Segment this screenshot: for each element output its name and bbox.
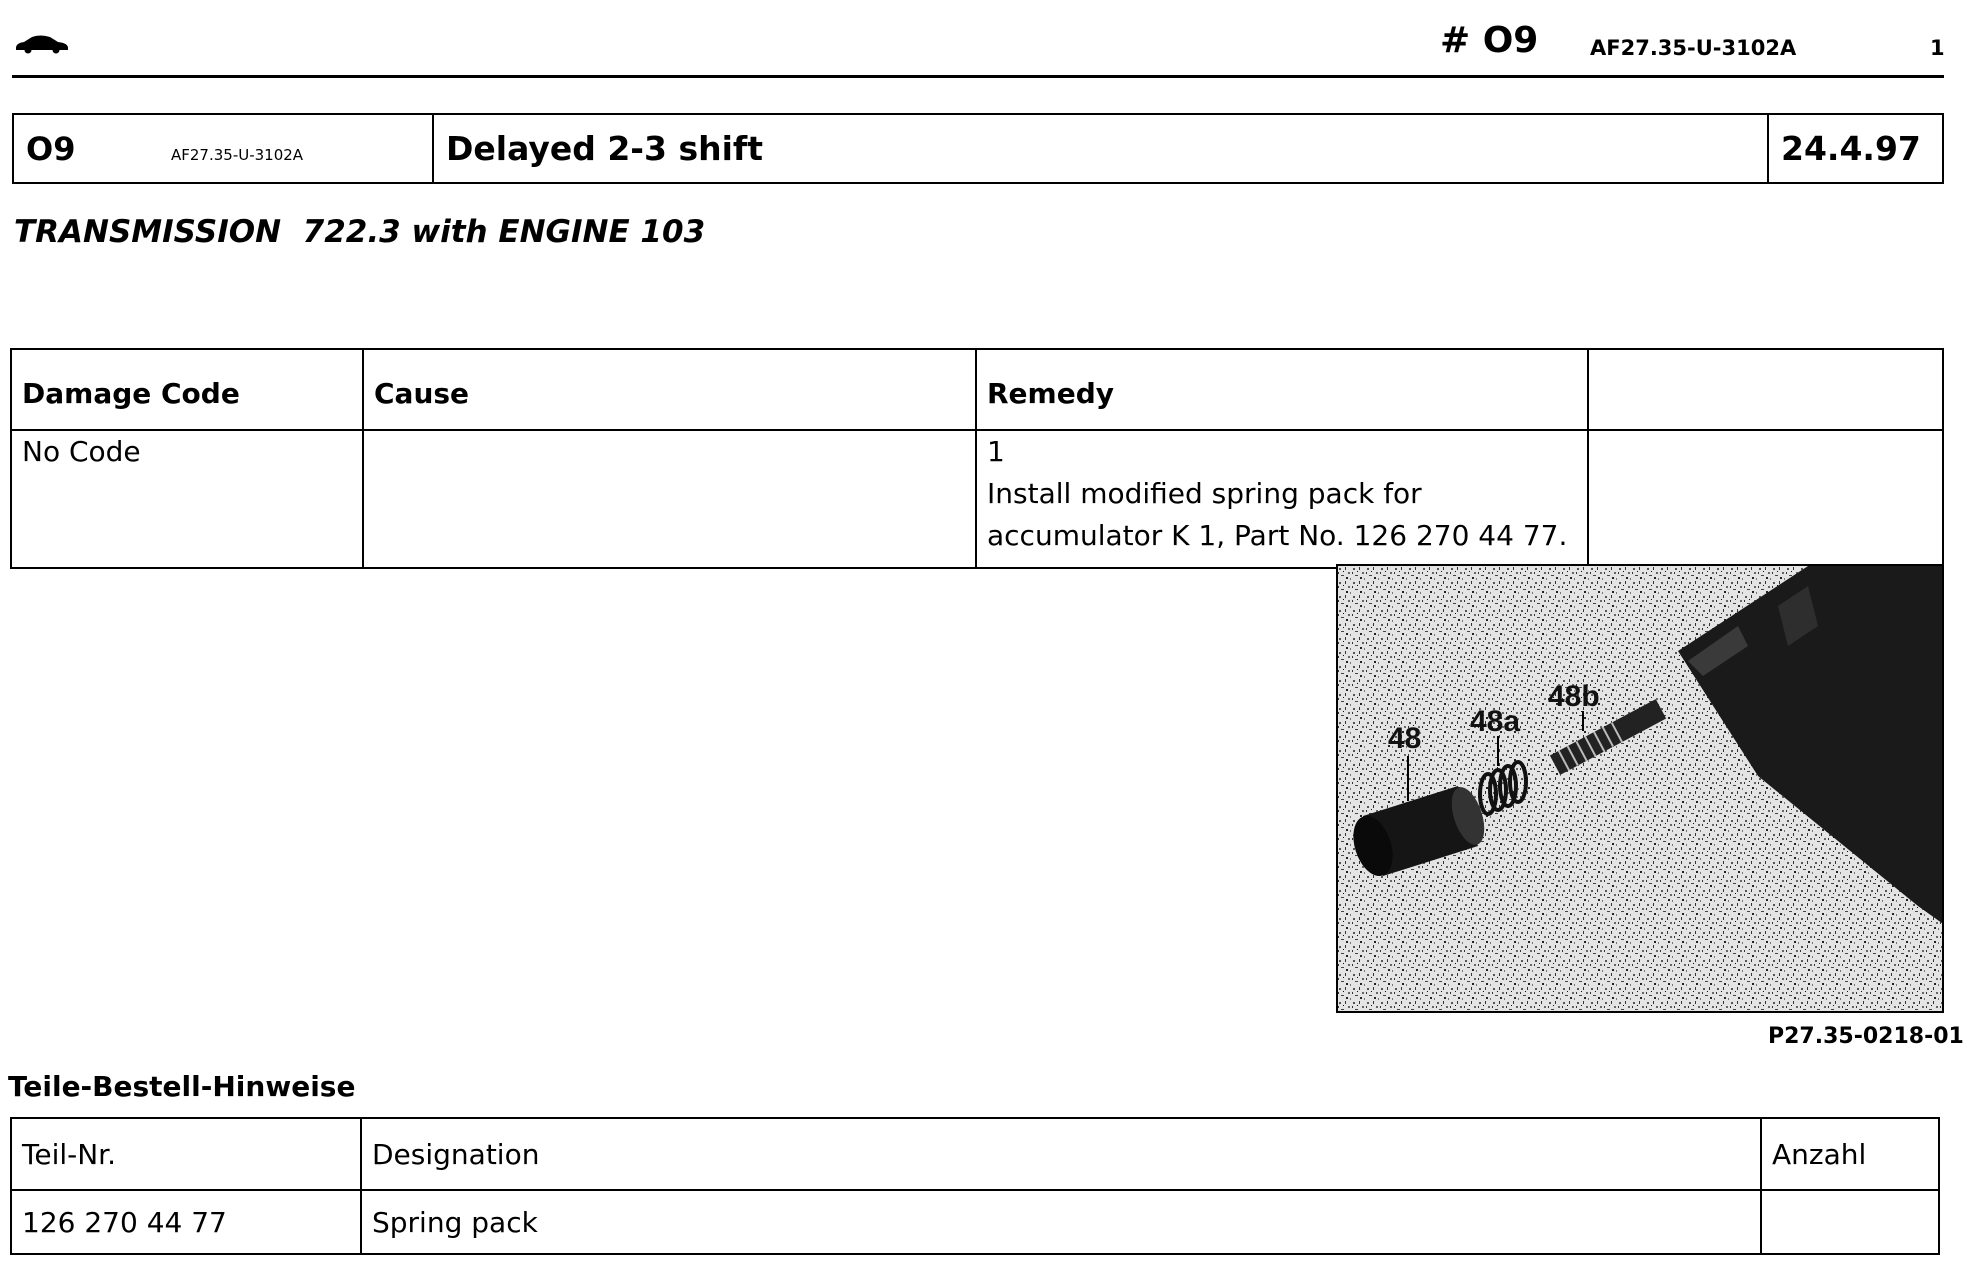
parts-photo-illustration (1338, 566, 1944, 1013)
cell-damage-code: No Code (11, 430, 363, 568)
parts-photo (1336, 564, 1944, 1013)
header-divider (12, 75, 1944, 78)
header-damage-code: Damage Code (11, 349, 363, 430)
header-part-no: Teil-Nr. (11, 1118, 361, 1190)
cell-empty (1588, 430, 1943, 568)
cell-designation: Spring pack (361, 1190, 1761, 1254)
cell-part-no: 126 270 44 77 (11, 1190, 361, 1254)
cell-quantity (1761, 1190, 1939, 1254)
title-number-cell (13, 114, 433, 183)
remedy-line-2: accumulator K 1, Part No. 126 270 44 77. (987, 519, 1568, 552)
table-row (11, 1190, 1939, 1254)
parts-table (10, 1117, 1940, 1255)
remedy-text (987, 473, 1567, 557)
header-empty (1588, 349, 1943, 430)
remedy-number: 1 (987, 435, 1005, 468)
title-bar (12, 113, 1944, 184)
header-doc-number: # O9 (1440, 20, 1539, 61)
table-row (11, 430, 1943, 568)
figure-caption: P27.35-0218-01 (1768, 1024, 1964, 1049)
cell-cause (363, 430, 976, 568)
cell-remedy (976, 430, 1588, 568)
label-48a: 48a (1470, 705, 1521, 738)
header-cause: Cause (363, 349, 976, 430)
label-48: 48 (1388, 722, 1422, 755)
header-doc-code: AF27.35-U-3102A (1590, 36, 1797, 60)
title-cell (433, 114, 1768, 183)
header-quantity: Anzahl (1761, 1118, 1939, 1190)
header-designation: Designation (361, 1118, 1761, 1190)
parts-section-title: Teile-Bestell-Hinweise (8, 1070, 356, 1103)
label-48b: 48b (1548, 680, 1600, 713)
header-remedy: Remedy (976, 349, 1588, 430)
date-cell (1768, 114, 1943, 183)
title-code: AF27.35-U-3102A (171, 145, 304, 164)
header-page-number: 1 (1930, 36, 1945, 60)
car-icon (14, 34, 70, 54)
damage-table-header (11, 349, 1943, 430)
remedy-line-1: Install modified spring pack for (987, 477, 1422, 510)
title-number: O9 (26, 129, 76, 168)
damage-table (10, 348, 1944, 569)
subtitle: TRANSMISSION 722.3 with ENGINE 103 (14, 214, 706, 250)
parts-table-header (11, 1118, 1939, 1190)
title-date: 24.4.97 (1781, 129, 1921, 168)
page-title: Delayed 2-3 shift (446, 129, 764, 168)
